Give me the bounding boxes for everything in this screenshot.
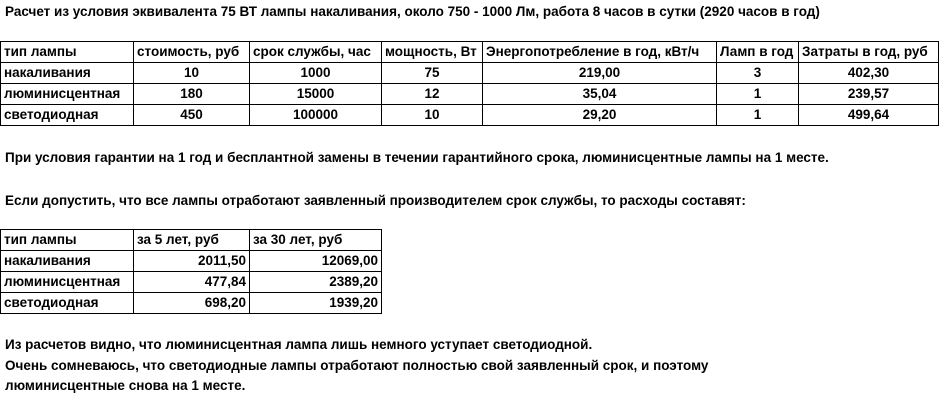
expenses-table: [0, 229, 382, 314]
conclusion-line: люминисцентные снова на 1 месте.: [5, 378, 246, 393]
table-cell: 698,20: [134, 293, 250, 314]
table-cell: 180: [134, 84, 250, 105]
table-cell: 499,64: [799, 105, 939, 126]
header-cell: Ламп в год: [717, 42, 799, 63]
table-cell: люминисцентная: [1, 272, 134, 293]
conclusion-line: Очень сомневаюсь, что светодиодные лампы отработают полностью свой заявленный срок, и поэтому: [5, 358, 709, 373]
table-cell: 1: [717, 105, 799, 126]
conclusion-line: Из расчетов видно, что люминисцентная лампа лишь немного уступает светодиодной.: [5, 337, 593, 352]
table-cell: 10: [382, 105, 483, 126]
header-cell: за 5 лет, руб: [134, 230, 250, 251]
table-cell: 15000: [250, 84, 382, 105]
table-cell: накаливания: [1, 63, 134, 84]
table-cell: 1: [717, 84, 799, 105]
table-row: [1, 63, 939, 84]
note-warranty: При условия гарантии на 1 год и бесплантной замены в течении гарантийного срока, люминисцентные лампы на 1 месте.: [5, 150, 829, 165]
table-cell: 1939,20: [250, 293, 382, 314]
header-cell: стоимость, руб: [134, 42, 250, 63]
table-cell: 1000: [250, 63, 382, 84]
table-row: [1, 272, 382, 293]
table-cell: 219,00: [483, 63, 717, 84]
table-cell: накаливания: [1, 251, 134, 272]
header-cell: за 30 лет, руб: [250, 230, 382, 251]
table-cell: 239,57: [799, 84, 939, 105]
table-cell: 29,20: [483, 105, 717, 126]
table-cell: 12: [382, 84, 483, 105]
header-cell: мощность, Вт: [382, 42, 483, 63]
table-header-row: [1, 230, 382, 251]
table-cell: 100000: [250, 105, 382, 126]
table-cell: люминисцентная: [1, 84, 134, 105]
sheet-title: Расчет из условия эквивалента 75 ВТ лампы накаливания, около 750 - 1000 Лм, работа 8 часов в сутки (2920 часов в год): [5, 4, 820, 19]
table-row: [1, 293, 382, 314]
table-cell: 3: [717, 63, 799, 84]
header-cell: Энергопотребление в год, кВт/ч: [483, 42, 717, 63]
table-row: [1, 105, 939, 126]
table-cell: 477,84: [134, 272, 250, 293]
table-row: [1, 84, 939, 105]
note-assumption: Если допустить, что все лампы отработают заявленный производителем срок службы, то расходы составят:: [5, 193, 746, 208]
table-cell: светодиодная: [1, 105, 134, 126]
table-cell: 35,04: [483, 84, 717, 105]
header-cell: тип лампы: [1, 42, 134, 63]
header-cell: срок службы, час: [250, 42, 382, 63]
table-cell: 12069,00: [250, 251, 382, 272]
header-cell: тип лампы: [1, 230, 134, 251]
table-cell: 2389,20: [250, 272, 382, 293]
table-cell: светодиодная: [1, 293, 134, 314]
header-cell: Затраты в год, руб: [799, 42, 939, 63]
table-cell: 10: [134, 63, 250, 84]
table-cell: 75: [382, 63, 483, 84]
table-cell: 402,30: [799, 63, 939, 84]
table-row: [1, 251, 382, 272]
table-cell: 450: [134, 105, 250, 126]
table-header-row: [1, 42, 939, 63]
table-cell: 2011,50: [134, 251, 250, 272]
lamp-comparison-table: [0, 41, 939, 126]
